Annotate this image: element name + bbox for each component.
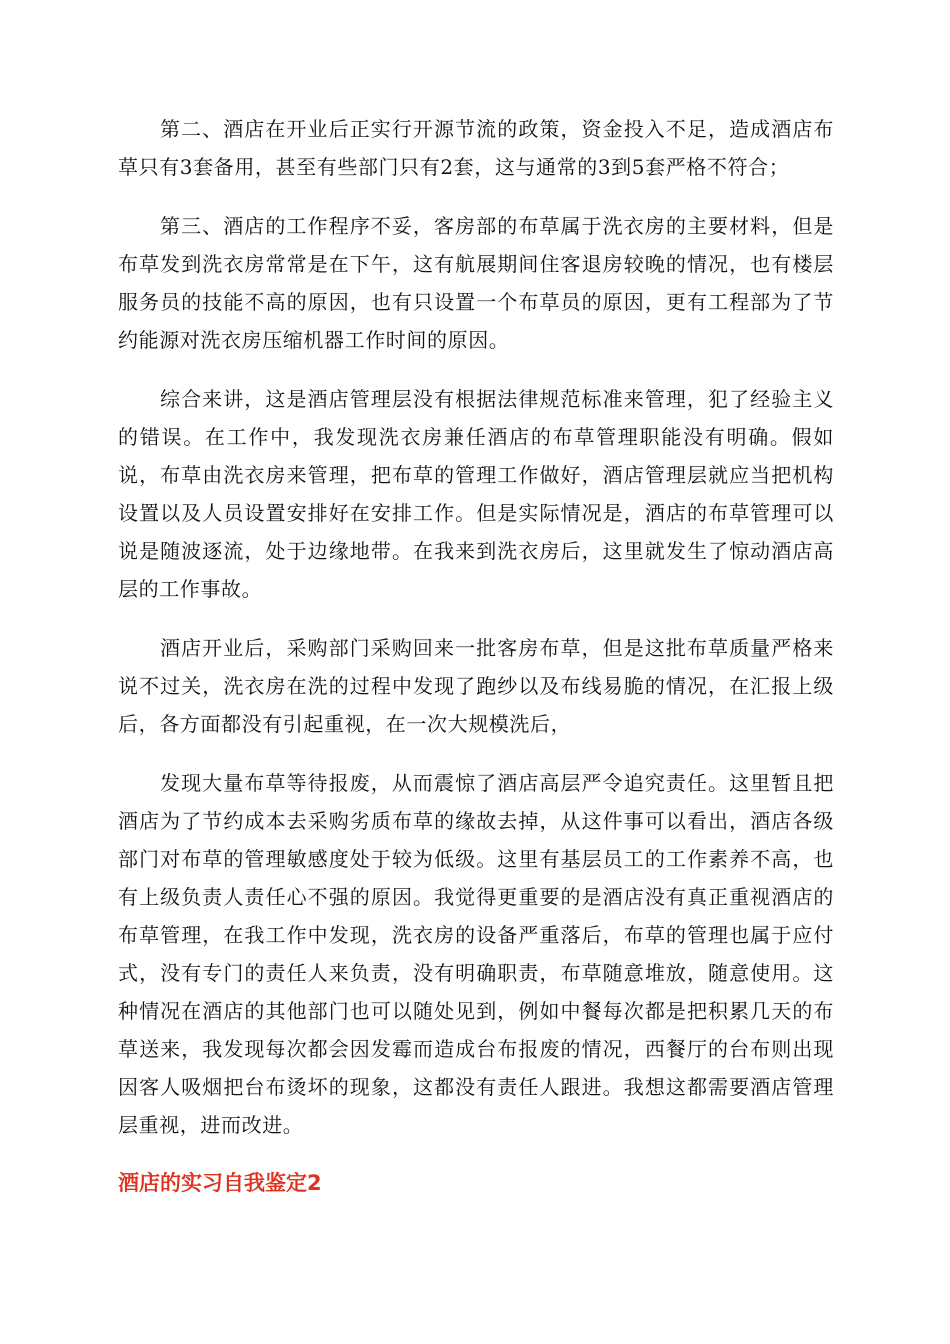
document-page (118, 110, 834, 1201)
paragraph-findings: 发现大量布草等待报废，从而震惊了酒店高层严令追究责任。这里暂且把酒店为了节约成本去采购劣质布草的缘故去掉，从这件事可以看出，酒店各级部门对布草的管理敏感度处于较为低级。这里有基层员工的工作素养不高，也有上级负责人责任心不强的原因。我觉得更重要的是酒店没有真正重视酒店的布草管理，在我工作中发现，洗衣房的设备严重落后，布草的管理也属于应付式，没有专门的责任人来负责，没有明确职责，布草随意堆放，随意使用。这种情况在酒店的其他部门也可以随处见到，例如中餐每次都是把积累几天的布草送来，我发现每次都会因发霉而造成台布报废的情况，西餐厅的台布则出现因客人吸烟把台布烫坏的现象，这都没有责任人跟进。我想这都需要酒店管理层重视，进而改进。 (118, 771, 834, 1137)
paragraph-third-point: 第三、酒店的工作程序不妥，客房部的布草属于洗衣房的主要材料，但是布草发到洗衣房常常是在下午，这有航展期间住客退房较晚的情况，也有楼层服务员的技能不高的原因，也有只设置一个布草员的原因，更有工程部为了节约能源对洗衣房压缩机器工作时间的原因。 (118, 214, 834, 352)
paragraph-second-point: 第二、酒店在开业后正实行开源节流的政策，资金投入不足，造成酒店布草只有3套备用，甚至有些部门只有2套，这与通常的3到5套严格不符合； (118, 117, 834, 179)
section-heading: 酒店的实习自我鉴定2 (118, 1171, 322, 1195)
paragraph-incident: 酒店开业后，采购部门采购回来一批客房布草，但是这批布草质量严格来说不过关，洗衣房在洗的过程中发现了跑纱以及布线易脆的情况，在汇报上级后，各方面都没有引起重视，在一次大规模洗后， (118, 636, 834, 736)
paragraph-summary: 综合来讲，这是酒店管理层没有根据法律规范标准来管理，犯了经验主义的错误。在工作中，我发现洗衣房兼任酒店的布草管理职能没有明确。假如说，布草由洗衣房来管理，把布草的管理工作做好，酒店管理层就应当把机构设置以及人员设置安排好在安排工作。但是实际情况是，酒店的布草管理可以说是随波逐流，处于边缘地带。在我来到洗衣房后，这里就发生了惊动酒店高层的工作事故。 (118, 387, 834, 601)
